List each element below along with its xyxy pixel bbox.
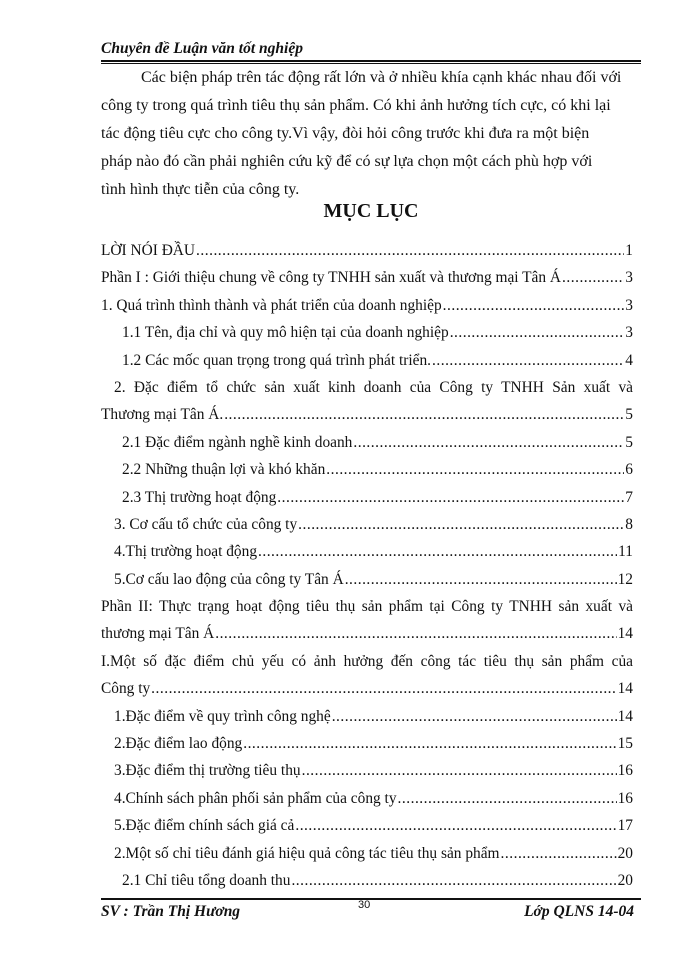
toc-leader-dots xyxy=(298,511,624,538)
toc-entry-label: 4.Thị trường hoạt động xyxy=(114,543,258,561)
toc-entry-label: 3.Đặc điểm thị trường tiêu thụ xyxy=(114,762,301,780)
toc-entry-page: 16 xyxy=(617,762,633,780)
toc-leader-dots xyxy=(302,757,617,784)
toc-entry[interactable] xyxy=(101,484,633,511)
toc-entry-label: 2.3 Thị trường hoạt động xyxy=(122,488,277,506)
toc-entry-label: 2.1 Đặc điểm ngành nghề kinh doanh xyxy=(122,433,353,451)
intro-line: tình hình thực tiễn của công ty. xyxy=(101,181,300,198)
toc-entry[interactable] xyxy=(101,429,633,456)
toc-entry-label: 5.Cơ cấu lao động của công ty Tân Á xyxy=(114,570,344,588)
intro-line: công ty trong quá trình tiêu thụ sản phẩm. Có khi ảnh hưởng tích cực, có khi lại xyxy=(101,97,611,114)
toc-entry[interactable] xyxy=(101,319,633,346)
intro-line: pháp nào đó cần phải nghiên cứu kỹ để có sự lựa chọn một cách phù hợp với xyxy=(101,153,593,170)
footer-class: Lớp QLNS 14-04 xyxy=(524,903,634,920)
toc-entry[interactable] xyxy=(101,812,633,839)
toc-entry-label-continued: thương mại Tân Á xyxy=(101,625,215,643)
toc-entry-label: 2.2 Những thuận lợi và khó khăn xyxy=(122,461,326,479)
toc-entry-label: 2.Đặc điểm lao động xyxy=(114,735,243,753)
toc-entry[interactable] xyxy=(101,785,633,812)
toc-entry-continued[interactable] xyxy=(101,401,633,428)
toc-entry-label: Phần II: Thực trạng hoạt động tiêu thụ sản phẩm tại Công ty TNHH sản xuất và xyxy=(101,598,633,616)
toc-title: MỤC LỤC xyxy=(323,200,419,222)
toc-leader-dots xyxy=(562,264,624,291)
toc-leader-dots xyxy=(450,319,625,346)
page-header-title: Chuyên đề Luận văn tốt nghiệp xyxy=(101,40,303,57)
toc-entry-label: 1.2 Các mốc quan trọng trong quá trình phát triển. xyxy=(122,351,432,369)
toc-entry-page: 7 xyxy=(625,488,633,506)
header-rule-thick xyxy=(101,60,641,62)
toc-leader-dots xyxy=(501,840,617,867)
toc-entry-label: 2. Đặc điểm tổ chức sản xuất kinh doanh của Công ty TNHH Sản xuất và xyxy=(114,378,633,396)
intro-line: Các biện pháp trên tác động rất lớn và ở nhiều khía cạnh khác nhau đối với xyxy=(141,69,622,86)
footer-student-name: SV : Trần Thị Hương xyxy=(101,903,241,920)
toc-entry[interactable] xyxy=(101,237,633,264)
toc-entry[interactable] xyxy=(101,264,633,291)
toc-entry-page: 16 xyxy=(617,789,633,807)
intro-line: tác động tiêu cực cho công ty.Vì vậy, đòi hỏi công trước khi đưa ra một biện xyxy=(101,125,590,142)
toc-entry-page: 4 xyxy=(625,351,633,369)
toc-leader-dots xyxy=(326,456,624,483)
toc-leader-dots xyxy=(443,292,625,319)
toc-entry-page: 15 xyxy=(617,735,633,753)
toc-entry[interactable] xyxy=(101,456,633,483)
toc-leader-dots xyxy=(432,347,624,374)
toc-entry[interactable] xyxy=(101,840,633,867)
intro-paragraph xyxy=(101,64,641,204)
toc-entry-page: 3 xyxy=(625,296,633,314)
toc-entry-page: 14 xyxy=(617,680,633,698)
toc-entry-page: 14 xyxy=(617,625,633,643)
toc-entry-label: Phần I : Giới thiệu chung về công ty TNHH sản xuất và thương mại Tân Á xyxy=(101,269,562,287)
toc-leader-dots xyxy=(295,812,616,839)
toc-entry[interactable] xyxy=(101,511,633,538)
toc-entry-page: 1 xyxy=(625,242,633,259)
toc-entry-page: 5 xyxy=(625,433,633,451)
toc-leader-dots xyxy=(277,484,624,511)
toc-entry-page: 8 xyxy=(625,515,633,533)
toc-entry-page: 3 xyxy=(625,324,633,342)
toc-entry[interactable] xyxy=(101,566,633,593)
toc-entry-label: LỜI NÓI ĐẦU xyxy=(101,242,196,259)
toc-entry-label: 4.Chính sách phân phối sản phẩm của công ty xyxy=(114,789,397,807)
toc-entry[interactable] xyxy=(101,648,633,675)
toc-entry-page: 3 xyxy=(625,269,633,287)
toc-leader-dots xyxy=(345,566,617,593)
toc-entry-page: 17 xyxy=(617,817,633,835)
toc-entry[interactable] xyxy=(101,730,633,757)
toc-entry[interactable] xyxy=(101,347,633,374)
toc-entry-label: 1. Quá trình thình thành và phát triển của doanh nghiệp xyxy=(101,296,442,314)
toc-leader-dots xyxy=(332,703,617,730)
toc-entry-label: 1.1 Tên, địa chỉ và quy mô hiện tại của doanh nghiệp xyxy=(122,324,449,342)
toc-entry-label: 5.Đặc điểm chính sách giá cả xyxy=(114,817,295,835)
toc-entry-page: 20 xyxy=(617,871,633,889)
table-of-contents xyxy=(101,237,633,894)
toc-entry[interactable] xyxy=(101,703,633,730)
toc-entry-page: 11 xyxy=(618,543,633,561)
toc-entry-label: 3. Cơ cấu tổ chức của công ty xyxy=(114,515,298,533)
toc-entry[interactable] xyxy=(101,757,633,784)
toc-entry-page: 20 xyxy=(617,844,633,862)
toc-entry-label-continued: Công ty xyxy=(101,680,151,698)
toc-leader-dots xyxy=(215,620,616,647)
toc-entry[interactable] xyxy=(101,538,633,565)
toc-entry-label-continued: Thương mại Tân Á. xyxy=(101,406,224,424)
toc-entry-label: I.Một số đặc điểm chủ yếu có ảnh hưởng đến công tác tiêu thụ sản phẩm của xyxy=(101,652,633,670)
toc-entry[interactable] xyxy=(101,374,633,401)
toc-leader-dots xyxy=(196,237,624,264)
toc-entry-page: 6 xyxy=(625,461,633,479)
toc-leader-dots xyxy=(151,675,616,702)
footer-rule xyxy=(101,898,641,900)
toc-entry-label: 2.Một số chỉ tiêu đánh giá hiệu quả công tác tiêu thụ sản phẩm xyxy=(114,844,500,862)
toc-entry[interactable] xyxy=(101,593,633,620)
footer-page-number: 30 xyxy=(358,899,371,911)
toc-entry[interactable] xyxy=(101,292,633,319)
toc-leader-dots xyxy=(353,429,624,456)
toc-entry-label: 2.1 Chỉ tiêu tổng doanh thu xyxy=(122,871,291,889)
toc-leader-dots xyxy=(243,730,616,757)
toc-entry[interactable] xyxy=(101,867,633,894)
toc-entry-continued[interactable] xyxy=(101,675,633,702)
toc-leader-dots xyxy=(291,867,616,894)
toc-leader-dots xyxy=(258,538,617,565)
toc-entry-continued[interactable] xyxy=(101,620,633,647)
toc-leader-dots xyxy=(224,401,624,428)
toc-entry-page: 5 xyxy=(625,406,633,424)
toc-entry-label: 1.Đặc điểm về quy trình công nghệ xyxy=(114,707,331,725)
toc-entry-page: 12 xyxy=(617,570,633,588)
toc-entry-page: 14 xyxy=(617,707,633,725)
toc-leader-dots xyxy=(398,785,617,812)
